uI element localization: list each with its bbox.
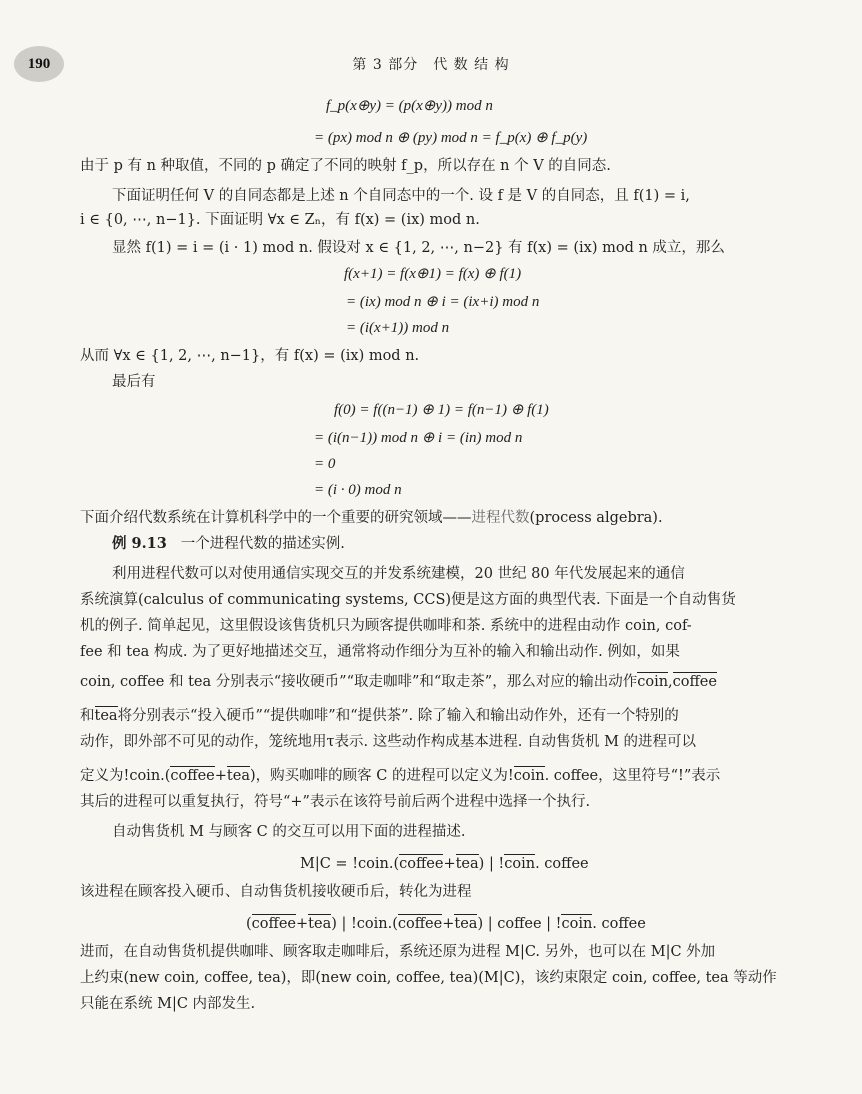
text-span: 定义为!coin.( <box>80 768 171 784</box>
text-span: , <box>668 674 673 690</box>
paragraph-line: 最后有 <box>112 374 156 390</box>
paragraph-line: 从而 ∀x ∈ {1, 2, ⋯, n−1}，有 f(x) = (ix) mod n. <box>80 348 420 364</box>
output-coin: coin <box>637 674 669 690</box>
process-formula <box>246 914 646 934</box>
equation-line: f(x+1) = f(x⊕1) = f(x) ⊕ f(1) <box>344 266 522 282</box>
equation-line: = (i(n−1)) mod n ⊕ i = (in) mod n <box>314 430 523 446</box>
paragraph-line: 下面证明任何 V 的自同态都是上述 n 个自同态中的一个. 设 f 是 V 的自同态，且 f(1) = i, <box>112 188 690 204</box>
paragraph-line: fee 和 tea 构成. 为了更好地描述交互，通常将动作细分为互补的输入和输出动作. 例如，如果 <box>80 644 680 660</box>
text-span: 下面介绍代数系统在计算机科学中的一个重要的研究领域—— <box>80 510 472 526</box>
equation-line: = (i(x+1)) mod n <box>346 320 450 336</box>
equation-line: f_p(x⊕y) = (p(x⊕y)) mod n <box>326 98 493 114</box>
paragraph-line: 该进程在顾客投入硬币、自动售货机接收硬币后，转化为进程 <box>80 884 472 900</box>
text-span: . coffee <box>535 856 589 872</box>
text-span: 将分别表示“投入硬币”“提供咖啡”和“提供茶”. 除了输入和输出动作外，还有一个特别的 <box>117 708 679 724</box>
example-label: 例 9.13 <box>112 535 167 552</box>
paragraph-line: 利用进程代数可以对使用通信实现交互的并发系统建模，20 世纪 80 年代发展起来的通信 <box>112 566 685 582</box>
output-tea: tea <box>455 856 479 872</box>
output-coffee: coffee <box>170 768 215 784</box>
running-head: 第 3 部分 代 数 结 构 <box>352 57 510 73</box>
equation-line: = (i · 0) mod n <box>314 482 402 498</box>
text-span: + <box>214 768 227 784</box>
paragraph-line: i ∈ {0, ⋯, n−1}. 下面证明 ∀x ∈ Zₙ，有 f(x) = (ix) mod n. <box>80 212 480 228</box>
text-span: + <box>442 916 455 932</box>
output-tea: tea <box>226 768 250 784</box>
text-span: . coffee，这里符号“!”表示 <box>544 768 721 784</box>
equation-line: = (ix) mod n ⊕ i = (ix+i) mod n <box>346 294 540 310</box>
example-title: 一个进程代数的描述实例. <box>180 536 345 552</box>
term-process-algebra: 进程代数 <box>471 510 530 526</box>
page-number: 190 <box>14 46 64 82</box>
paragraph-line: 自动售货机 M 与顾客 C 的交互可以用下面的进程描述. <box>112 824 466 840</box>
paragraph-line: 机的例子. 简单起见，这里假设该售货机只为顾客提供咖啡和茶. 系统中的进程由动作 coin, cof- <box>80 618 692 634</box>
text-span: M|C = !coin.( <box>300 856 400 872</box>
output-tea: tea <box>94 708 118 724</box>
paragraph-line <box>80 766 720 786</box>
equation-line: f(0) = f((n−1) ⊕ 1) = f(n−1) ⊕ f(1) <box>334 402 549 418</box>
text-span: )，购买咖啡的顾客 C 的进程可以定义为! <box>249 768 514 784</box>
output-coin: coin <box>504 856 536 872</box>
paragraph-line: 其后的进程可以重复执行，符号“+”表示在该符号前后两个进程中选择一个执行. <box>80 794 591 810</box>
text-span: 和 <box>80 708 95 724</box>
equation-line: = (px) mod n ⊕ (py) mod n = f_p(x) ⊕ f_p(y) <box>314 130 588 146</box>
output-coin: coin <box>513 768 545 784</box>
paragraph-line: 动作，即外部不可见的动作，笼统地用τ表示. 这些动作构成基本进程. 自动售货机 M 的进程可以 <box>80 734 697 750</box>
paragraph-line: 只能在系统 M|C 内部发生. <box>80 996 256 1012</box>
text-span: + <box>296 916 309 932</box>
paragraph-line <box>80 706 679 726</box>
paragraph-line: 上约束(new coin, coffee, tea)，即(new coin, coffee, tea)(M|C)，该约束限定 coin, coffee, tea 等动作 <box>80 970 777 986</box>
text-span: . coffee <box>592 916 646 932</box>
paragraph-line <box>80 508 663 528</box>
output-coffee: coffee <box>399 856 444 872</box>
output-tea: tea <box>308 916 332 932</box>
output-coffee: coffee <box>672 674 717 690</box>
process-formula <box>300 854 589 874</box>
text-span: ) | coffee | ! <box>477 916 562 932</box>
text-span: (process algebra). <box>529 510 663 526</box>
output-tea: tea <box>454 916 478 932</box>
output-coin: coin <box>561 916 593 932</box>
paragraph-line: 进而，在自动售货机提供咖啡、顾客取走咖啡后，系统还原为进程 M|C. 另外，也可以在 M|C 外加 <box>80 944 716 960</box>
text-span: coin, coffee 和 tea 分别表示“接收硬币”“取走咖啡”和“取走茶”，那么对应的输出动作 <box>80 674 638 690</box>
paragraph-line: 系统演算(calculus of communicating systems, CCS)便是这方面的典型代表. 下面是一个自动售货 <box>80 592 736 608</box>
text-span: ( <box>246 916 252 932</box>
paragraph-line <box>80 672 717 692</box>
text-span: ) | !coin.( <box>331 916 398 932</box>
text-span: + <box>443 856 456 872</box>
output-coffee: coffee <box>251 916 296 932</box>
text-span: ) | ! <box>478 856 505 872</box>
paragraph-line: 由于 p 有 n 种取值，不同的 p 确定了不同的映射 f_p，所以存在 n 个 V 的自同态. <box>80 158 611 174</box>
output-coffee: coffee <box>397 916 443 932</box>
equation-line: = 0 <box>314 456 336 472</box>
example-heading <box>112 534 345 554</box>
paragraph-line: 显然 f(1) = i = (i · 1) mod n. 假设对 x ∈ {1, 2, ⋯, n−2} 有 f(x) = (ix) mod n 成立，那么 <box>112 240 725 256</box>
